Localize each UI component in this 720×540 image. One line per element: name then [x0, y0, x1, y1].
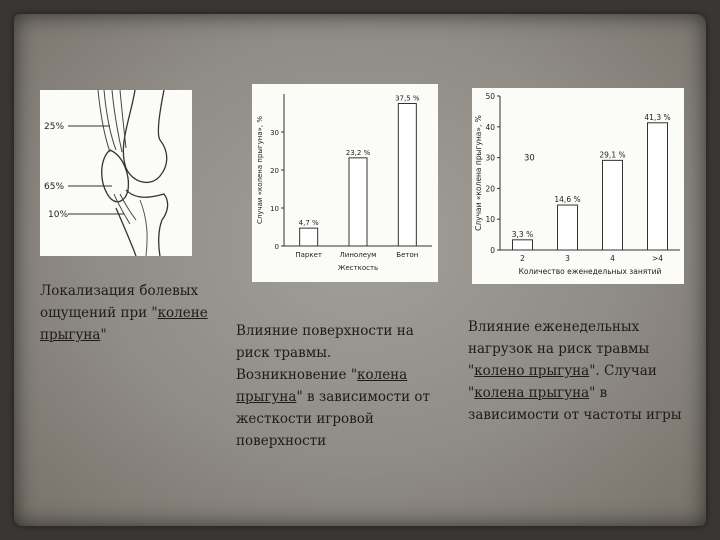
chart-surface-hardness	[252, 84, 438, 282]
label-65: 65%	[44, 182, 65, 192]
bar	[398, 104, 416, 247]
bar	[603, 160, 623, 250]
x-axis-label: Количество еженедельных занятий	[518, 267, 662, 276]
bar-data-label: 23,2 %	[345, 148, 371, 157]
y-tick-label: 10	[485, 215, 495, 225]
patella-outline	[102, 150, 129, 202]
y-tick-label: 20	[485, 184, 495, 194]
femur-outline	[123, 90, 166, 182]
chart2-caption-link-2[interactable]: колена прыгуна	[474, 385, 590, 401]
chart-annotation: 30	[524, 153, 535, 164]
chart-weekly-load	[472, 88, 684, 284]
y-tick-label: 0	[490, 246, 495, 255]
knee-diagram	[40, 90, 192, 256]
x-tick-label: >4	[651, 254, 664, 263]
bar-data-label: 3,3 %	[511, 229, 534, 239]
y-tick-label: 30	[270, 129, 279, 137]
bar-data-label: 37,5 %	[395, 94, 420, 103]
label-10: 10%	[48, 210, 69, 220]
bar	[648, 123, 668, 250]
y-tick-label: 20	[270, 167, 279, 175]
y-axis-label: Случаи «колена прыгуна», %	[474, 115, 483, 231]
y-tick-label: 40	[485, 122, 495, 132]
bar-data-label: 4,7 %	[298, 219, 319, 228]
bar	[300, 228, 318, 246]
x-tick-label: 2	[520, 254, 525, 263]
knee-caption-link[interactable]: колене прыгуна	[40, 305, 208, 343]
y-tick-label: 10	[270, 205, 279, 213]
y-axis-label: Случаи «колена прыгуна», %	[256, 116, 264, 224]
y-tick-label: 30	[485, 153, 495, 163]
x-tick-label: Паркет	[295, 251, 322, 259]
x-axis-label: Жесткость	[337, 264, 379, 272]
y-tick-label: 50	[485, 92, 495, 101]
bar	[513, 240, 533, 250]
bar-data-label: 41,3 %	[644, 112, 671, 122]
bar	[558, 205, 578, 250]
chart1-caption-link[interactable]: колена прыгуна	[236, 367, 408, 405]
x-tick-label: Линолеум	[339, 251, 377, 259]
chart2-caption-link-1[interactable]: колено прыгуна	[474, 363, 590, 379]
bar-data-label: 14,6 %	[554, 195, 581, 205]
bar	[349, 158, 367, 246]
chart1-caption: Влияние поверхности на риск травмы. Возникновение "колена прыгуна" в зависимости от жесткости игровой поверхности	[236, 323, 430, 449]
label-25: 25%	[44, 122, 65, 132]
bar-data-label: 29,1 %	[599, 150, 626, 160]
knee-caption: Локализация болевых ощущений при "колене прыгуна"	[40, 283, 208, 343]
y-tick-label: 0	[274, 243, 279, 251]
x-tick-label: Бетон	[396, 251, 419, 259]
x-tick-label: 3	[565, 254, 570, 263]
x-tick-label: 4	[610, 254, 615, 263]
chart2-caption: Влияние еженедельных нагрузок на риск травмы "колено прыгуна". Случаи "колена прыгуна" в зависимости от частоты игры	[468, 319, 682, 423]
